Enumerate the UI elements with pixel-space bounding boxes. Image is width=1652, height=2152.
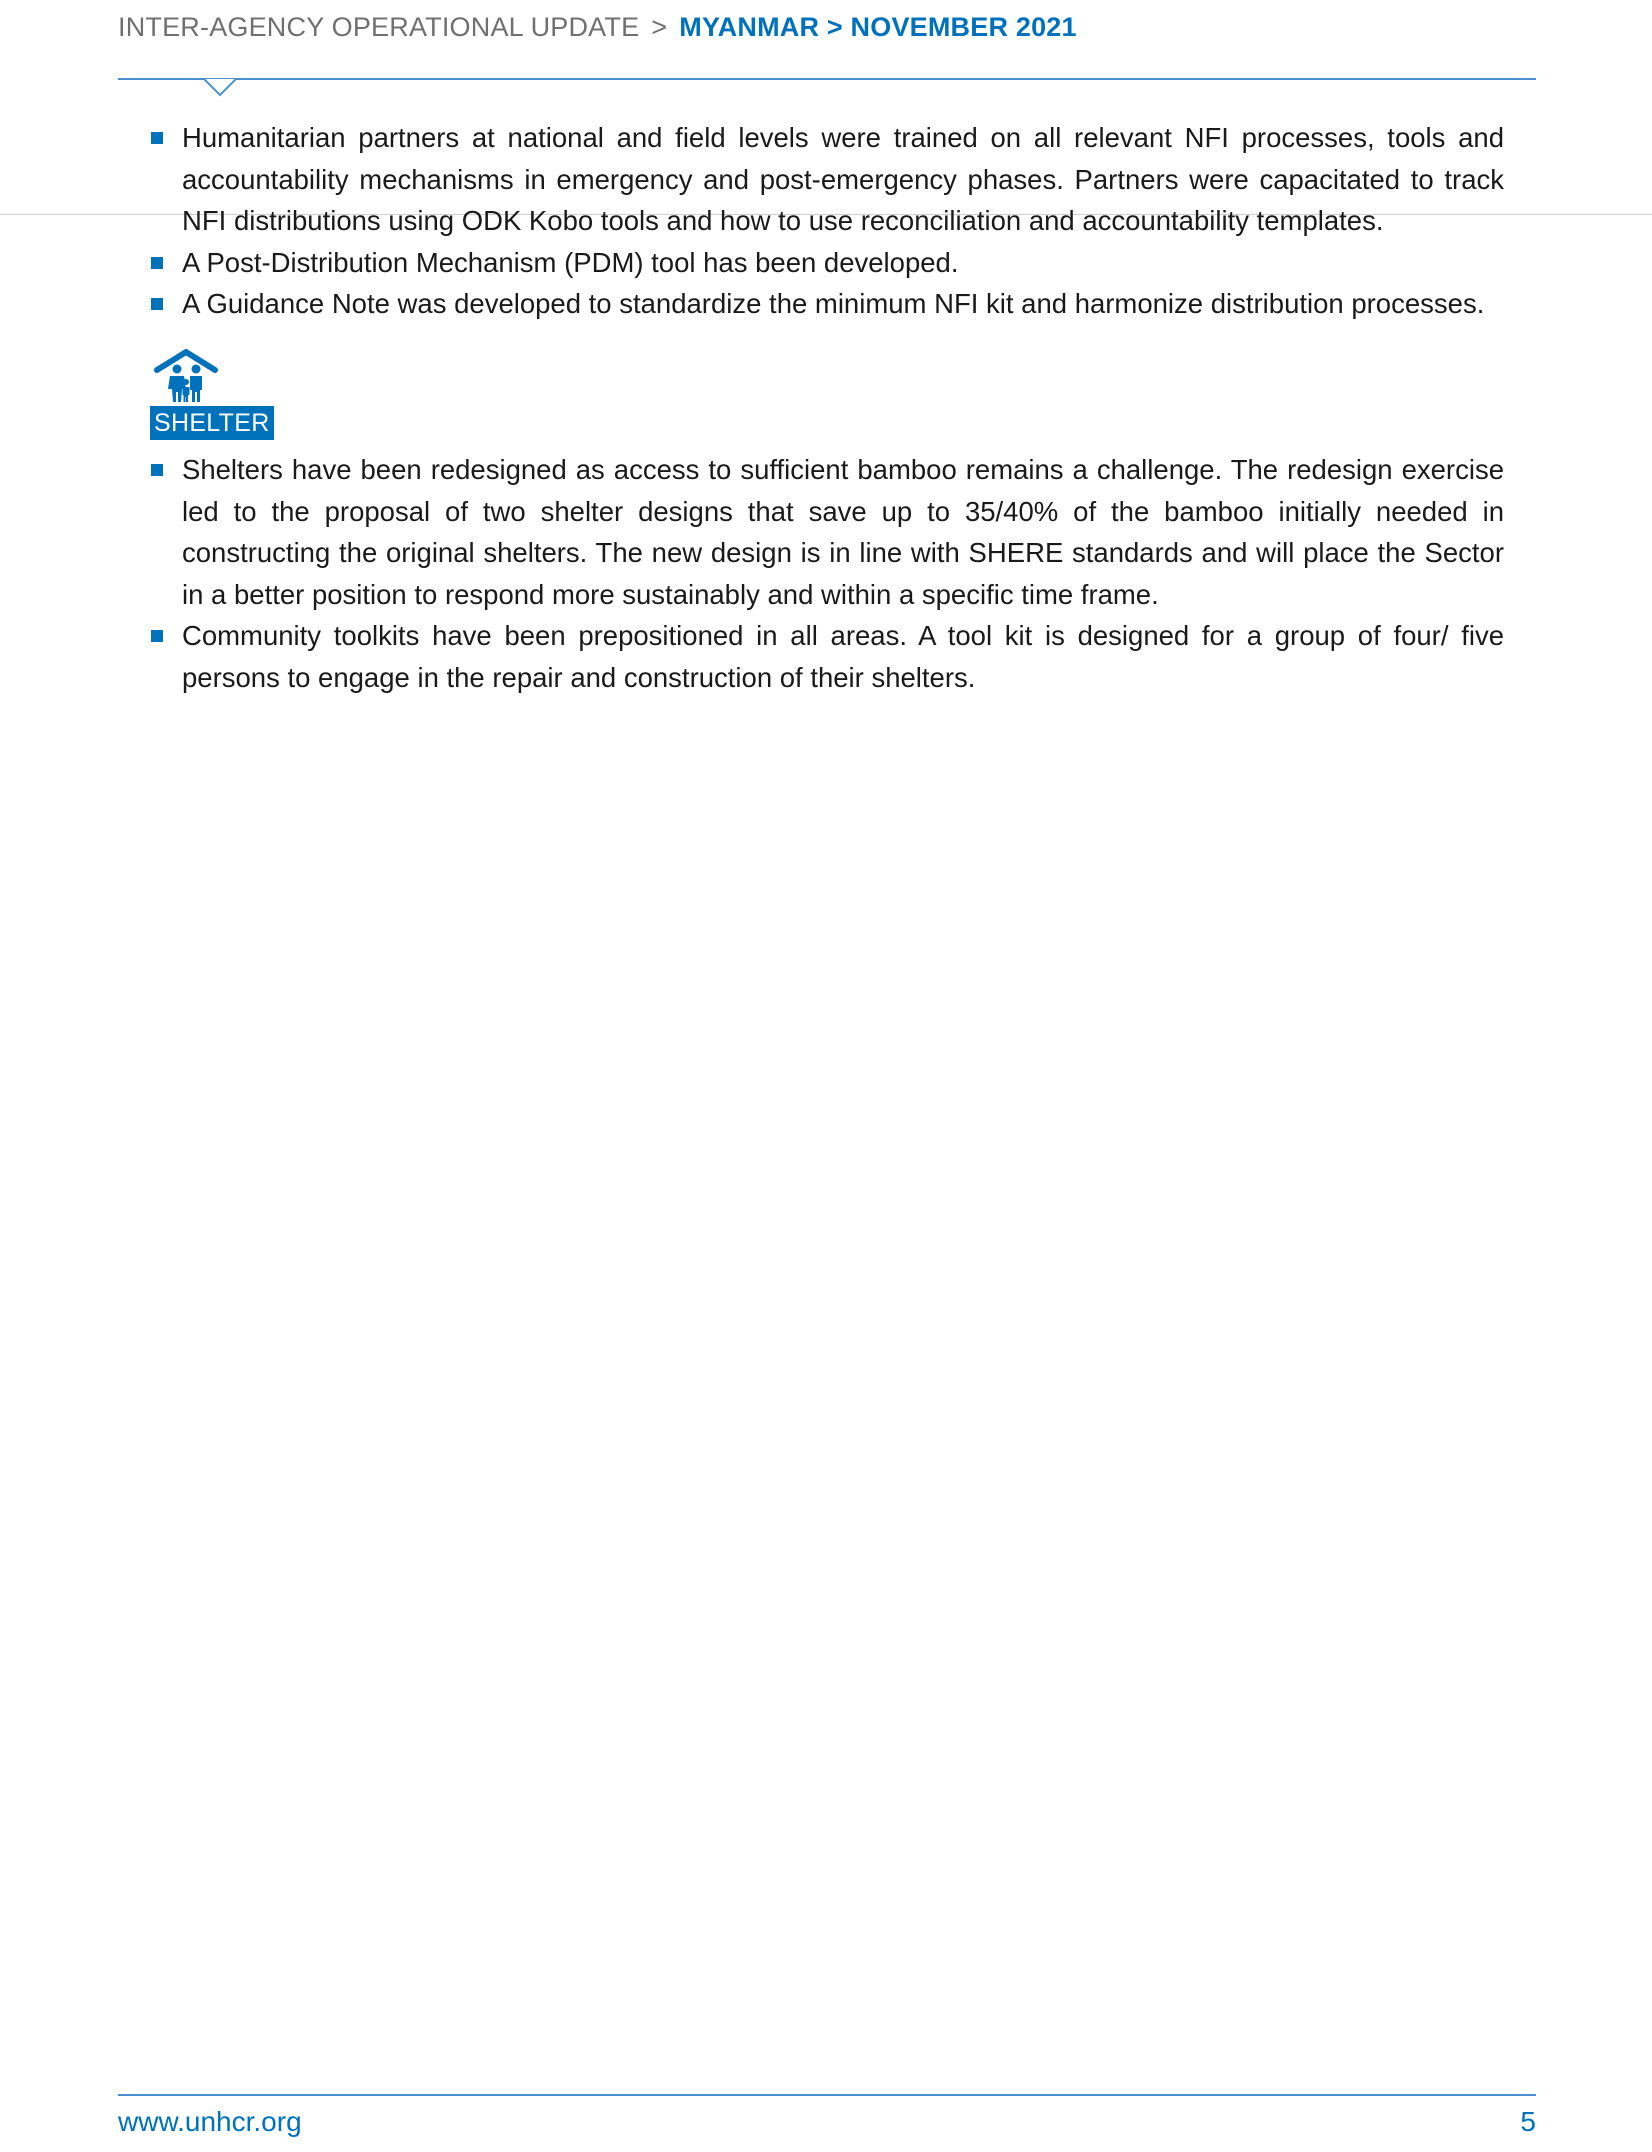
list-item	[148, 449, 1504, 615]
page-number: 5	[1520, 2106, 1536, 2137]
bullet-square-icon	[151, 464, 163, 476]
header-notch-icon	[204, 79, 236, 97]
list-item-text: A Guidance Note was developed to standardize the minimum NFI kit and harmonize distribution processes.	[182, 288, 1485, 319]
shelter-family-icon	[153, 348, 219, 404]
list-item-text: A Post-Distribution Mechanism (PDM) tool has been developed.	[182, 246, 959, 278]
bullet-square-icon	[151, 257, 163, 269]
shelter-bullet-list	[148, 449, 1504, 698]
list-item	[148, 242, 1504, 284]
header-publication-title: INTER-AGENCY OPERATIONAL UPDATE	[118, 12, 640, 42]
header-rule	[118, 78, 1536, 80]
list-item-text: Shelters have been redesigned as access to sufficient bamboo remains a challenge. The redesign exercise led to the proposal of two shelter designs that save up to 35/40% of the bamboo initially needed in constructing the original shelters. The new design is in line with SHERE standards and will place the Sector in a better position to respond more sustainably and within a specific time frame.	[182, 454, 1504, 610]
header-separator: >	[651, 12, 668, 42]
bullet-square-icon	[151, 132, 163, 144]
bullet-square-icon	[151, 630, 163, 642]
footer-rule	[118, 2094, 1536, 2096]
shelter-sector-label: SHELTER	[150, 406, 274, 440]
list-item-text: Community toolkits have been prepositioned in all areas. A tool kit is designed for a group of four/ five persons to engage in the repair and construction of their shelters.	[182, 620, 1504, 693]
nfi-bullet-list	[148, 117, 1504, 325]
footer-website-link[interactable]: www.unhcr.org	[118, 2106, 302, 2137]
list-item	[148, 117, 1504, 242]
list-item	[148, 615, 1504, 698]
shelter-sector-heading	[150, 348, 275, 440]
list-item	[148, 283, 1504, 325]
page-header	[118, 12, 1077, 43]
header-location-date: MYANMAR > NOVEMBER 2021	[679, 12, 1077, 42]
list-item-text: Humanitarian partners at national and field levels were trained on all relevant NFI processes, tools and accountability mechanisms in emergency and post-emergency phases. Partners were capacitated to track NFI distributions using ODK Kobo tools and how to use reconciliation and accountability templates.	[182, 122, 1504, 236]
bullet-square-icon	[151, 298, 163, 310]
